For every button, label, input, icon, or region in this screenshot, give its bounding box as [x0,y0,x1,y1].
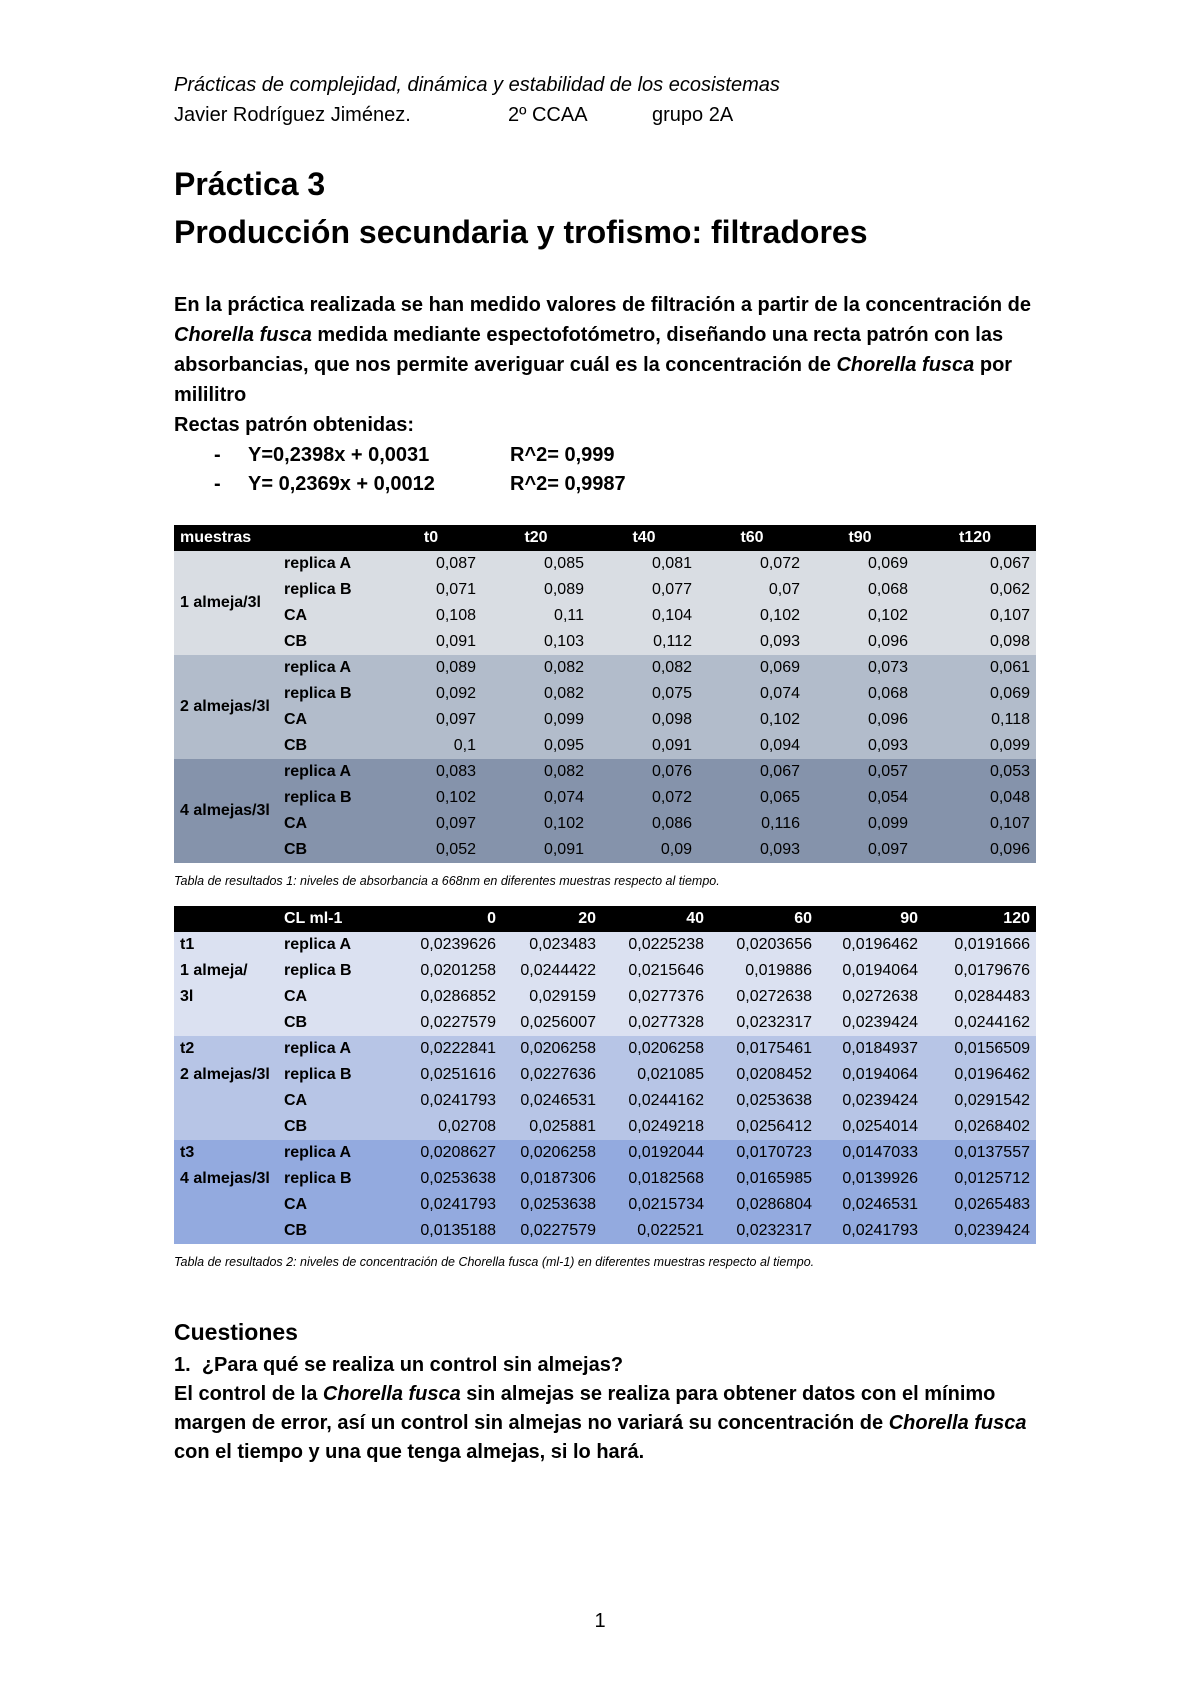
value-cell: 0,0272638 [736,988,812,1005]
header-cell: t20 [482,525,590,551]
row-label: CB [284,737,308,754]
table-row [174,681,1036,707]
header-cell [174,906,278,932]
group-label: t3 [180,1144,195,1161]
table-row [174,932,1036,958]
value-cell: 0,0206258 [520,1040,596,1057]
table-row [174,577,1036,603]
course-label: 2º CCAA [508,104,588,126]
table-row [174,1140,1036,1166]
value-cell: 0,082 [651,659,692,676]
value-cell: 0,089 [435,659,476,676]
group-label: 4 almejas/3l [180,802,270,819]
value-cell: 0,092 [435,685,476,702]
value-cell: 0,081 [651,555,692,572]
row-label: replica B [284,1066,352,1083]
value-cell: 0,0251616 [420,1066,496,1083]
table-row [174,1114,1036,1140]
row-label: CA [284,1092,308,1109]
value-cell: 0,057 [867,763,908,780]
value-cell: 0,0239424 [842,1014,918,1031]
value-cell: 0,0191666 [954,936,1030,953]
table-row [174,1166,1036,1192]
value-cell: 0,0246531 [520,1092,596,1109]
value-cell: 0,061 [989,659,1030,676]
group-label [174,1088,278,1114]
value-cell: 0,0253638 [736,1092,812,1109]
value-cell: 0,0184937 [842,1040,918,1057]
value-cell: 0,0156509 [954,1040,1030,1057]
value-cell: 0,099 [867,815,908,832]
value-cell: 0,0256007 [520,1014,596,1031]
value-cell: 0,099 [989,737,1030,754]
value-cell: 0,096 [867,633,908,650]
table-row [174,551,1036,577]
author-name: Javier Rodríguez Jiménez. [174,104,411,126]
equation-1: - Y=0,2398x + 0,0031 R^2= 0,999 [214,444,615,466]
value-cell: 0,085 [543,555,584,572]
value-cell: 0,0272638 [842,988,918,1005]
group-label [174,1218,278,1244]
value-cell: 0,0196462 [842,936,918,953]
value-cell: 0,0137557 [954,1144,1030,1161]
value-cell: 0,0175461 [736,1040,812,1057]
value-cell: 0,069 [989,685,1030,702]
value-cell: 0,07 [768,581,800,598]
value-cell: 0,067 [989,555,1030,572]
table-row [174,785,1036,811]
group-label [174,1192,278,1218]
intro-paragraph: En la práctica realizada se han medido valores de filtración a partir de la concentración de Chorella fusca medida mediante espectofotómetro, diseñando una recta patrón con las absorbancias, que nos permite averiguar cuál es la concentración de Chorella fusca por mililitro [174,294,1031,406]
header-cell: t0 [380,525,482,551]
value-cell: 0,097 [867,841,908,858]
header-cell: 90 [818,906,924,932]
value-cell: 0,104 [651,607,692,624]
value-cell: 0,107 [989,815,1030,832]
header-cell: t40 [590,525,698,551]
value-cell: 0,089 [543,581,584,598]
value-cell: 0,025881 [529,1118,596,1135]
value-cell: 0,11 [554,607,584,624]
value-cell: 0,072 [651,789,692,806]
row-label: CB [284,841,308,858]
value-cell: 0,09 [660,841,692,858]
value-cell: 0,0277376 [628,988,704,1005]
value-cell: 0,068 [867,581,908,598]
table-row [174,1218,1036,1244]
value-cell: 0,0179676 [954,962,1030,979]
row-label: CB [284,1222,308,1239]
value-cell: 0,021085 [637,1066,704,1083]
value-cell: 0,071 [435,581,476,598]
row-label: CA [284,815,308,832]
value-cell: 0,096 [867,711,908,728]
value-cell: 0,074 [543,789,584,806]
value-cell: 0,022521 [637,1222,704,1239]
table-row [174,629,1036,655]
value-cell: 0,099 [543,711,584,728]
value-cell: 0,0241793 [420,1196,496,1213]
row-label: replica B [284,789,352,806]
table1-caption: Tabla de resultados 1: niveles de absorbancia a 668nm en diferentes muestras respecto al tiempo. [174,874,720,888]
value-cell: 0,0286804 [736,1196,812,1213]
value-cell: 0,0203656 [736,936,812,953]
table-row [174,707,1036,733]
value-cell: 0,048 [989,789,1030,806]
value-cell: 0,102 [867,607,908,624]
value-cell: 0,019886 [745,962,812,979]
value-cell: 0,094 [759,737,800,754]
value-cell: 0,095 [543,737,584,754]
value-cell: 0,0254014 [842,1118,918,1135]
value-cell: 0,065 [759,789,800,806]
value-cell: 0,093 [759,633,800,650]
table2-caption: Tabla de resultados 2: niveles de concentración de Chorella fusca (ml-1) en diferentes muestras respecto al tiempo. [174,1255,815,1269]
row-label: replica A [284,1144,351,1161]
group-label [174,1010,278,1036]
header-cell: muestras [174,525,278,551]
table-row [174,1088,1036,1114]
group-label: grupo 2A [652,104,734,126]
group-label: t2 [180,1040,195,1057]
value-cell: 0,107 [989,607,1030,624]
concentration-table [174,906,1036,1244]
value-cell: 0,0139926 [842,1170,918,1187]
value-cell: 0,073 [867,659,908,676]
value-cell: 0,0256412 [736,1118,812,1135]
row-label: replica B [284,685,352,702]
value-cell: 0,0147033 [842,1144,918,1161]
value-cell: 0,0249218 [628,1118,704,1135]
value-cell: 0,0194064 [842,962,918,979]
value-cell: 0,091 [435,633,476,650]
value-cell: 0,118 [991,711,1030,728]
group-label: 1 almeja/3l [180,594,261,611]
table-row [174,733,1036,759]
value-cell: 0,0291542 [954,1092,1030,1109]
row-label: replica A [284,659,351,676]
value-cell: 0,02708 [438,1118,496,1135]
group-label: 2 almejas/3l [180,698,270,715]
table-row [174,984,1036,1010]
header-cell: 0 [390,906,502,932]
value-cell: 0,0239424 [954,1222,1030,1239]
table-row [174,655,1036,681]
row-label: CA [284,988,308,1005]
value-cell: 0,0265483 [954,1196,1030,1213]
value-cell: 0,0239626 [420,936,496,953]
value-cell: 0,097 [435,711,476,728]
header-cell: 20 [502,906,602,932]
value-cell: 0,103 [543,633,584,650]
value-cell: 0,0232317 [736,1014,812,1031]
header-cell: 60 [710,906,818,932]
group-label: 4 almejas/3l [180,1170,270,1187]
value-cell: 0,0192044 [628,1144,704,1161]
value-cell: 0,062 [989,581,1030,598]
value-cell: 0,053 [989,763,1030,780]
header-cell: t90 [806,525,914,551]
value-cell: 0,0125712 [954,1170,1030,1187]
value-cell: 0,0246531 [842,1196,918,1213]
value-cell: 0,093 [867,737,908,754]
rectas-label: Rectas patrón obtenidas: [174,414,415,436]
value-cell: 0,0208627 [420,1144,496,1161]
table-row [174,759,1036,785]
row-label: replica A [284,555,351,572]
value-cell: 0,096 [989,841,1030,858]
value-cell: 0,0244422 [520,962,596,979]
questions-heading: Cuestiones [174,1319,298,1345]
value-cell: 0,076 [651,763,692,780]
value-cell: 0,0239424 [842,1092,918,1109]
value-cell: 0,0194064 [842,1066,918,1083]
question-1: 1. ¿Para qué se realiza un control sin almejas? [174,1354,624,1376]
value-cell: 0,0227636 [520,1066,596,1083]
value-cell: 0,0165985 [736,1170,812,1187]
table1-header [174,525,1036,551]
value-cell: 0,0227579 [420,1014,496,1031]
practice-number: Práctica 3 [174,166,326,202]
row-label: CA [284,711,308,728]
table-row [174,1062,1036,1088]
value-cell: 0,067 [759,763,800,780]
header-cell: 120 [924,906,1036,932]
value-cell: 0,074 [759,685,800,702]
questions-section [174,1318,1054,1467]
equation-2: - Y= 0,2369x + 0,0012 R^2= 0,9987 [214,473,626,495]
value-cell: 0,0286852 [420,988,496,1005]
value-cell: 0,112 [653,633,692,650]
page-number: 1 [594,1610,606,1632]
value-cell: 0,0232317 [736,1222,812,1239]
value-cell: 0,093 [759,841,800,858]
value-cell: 0,0227579 [520,1222,596,1239]
value-cell: 0,0206258 [628,1040,704,1057]
value-cell: 0,097 [435,815,476,832]
row-label: CA [284,607,308,624]
table-row [174,1010,1036,1036]
value-cell: 0,091 [543,841,584,858]
value-cell: 0,0268402 [954,1118,1030,1135]
value-cell: 0,087 [435,555,476,572]
intro-section [174,290,1054,498]
value-cell: 0,054 [867,789,908,806]
value-cell: 0,102 [543,815,584,832]
value-cell: 0,083 [435,763,476,780]
value-cell: 0,102 [759,711,800,728]
value-cell: 0,023483 [529,936,596,953]
header-cell: t120 [914,525,1036,551]
value-cell: 0,029159 [529,988,596,1005]
table-row [174,1036,1036,1062]
group-label [174,1114,278,1140]
header-cell: CL ml-1 [278,906,390,932]
value-cell: 0,0241793 [420,1092,496,1109]
table-row [174,837,1036,863]
value-cell: 0,072 [759,555,800,572]
row-label: replica B [284,1170,352,1187]
group-label: 1 almeja/ [180,962,248,979]
value-cell: 0,0206258 [520,1144,596,1161]
value-cell: 0,0215734 [628,1196,704,1213]
value-cell: 0,0170723 [736,1144,812,1161]
value-cell: 0,0241793 [842,1222,918,1239]
practice-title: Producción secundaria y trofismo: filtradores [174,214,868,250]
value-cell: 0,069 [867,555,908,572]
value-cell: 0,082 [543,685,584,702]
row-label: CB [284,1014,308,1031]
value-cell: 0,098 [989,633,1030,650]
value-cell: 0,077 [651,581,692,598]
value-cell: 0,0135188 [420,1222,496,1239]
value-cell: 0,075 [651,685,692,702]
table-row [174,1192,1036,1218]
value-cell: 0,1 [453,737,476,754]
value-cell: 0,0201258 [420,962,496,979]
value-cell: 0,0225238 [628,936,704,953]
value-cell: 0,102 [435,789,476,806]
value-cell: 0,0187306 [520,1170,596,1187]
row-label: replica A [284,936,351,953]
row-label: CB [284,1118,308,1135]
value-cell: 0,108 [435,607,476,624]
value-cell: 0,091 [651,737,692,754]
value-cell: 0,0284483 [954,988,1030,1005]
group-label: 3l [180,988,194,1005]
value-cell: 0,0215646 [628,962,704,979]
value-cell: 0,0253638 [520,1196,596,1213]
table-row [174,603,1036,629]
header-cell: 40 [602,906,710,932]
value-cell: 0,098 [651,711,692,728]
header-cell: t60 [698,525,806,551]
value-cell: 0,102 [759,607,800,624]
course-subtitle: Prácticas de complejidad, dinámica y estabilidad de los ecosistemas [174,74,780,96]
value-cell: 0,0244162 [628,1092,704,1109]
absorbance-table [174,525,1036,863]
row-label: CA [284,1196,308,1213]
value-cell: 0,0196462 [954,1066,1030,1083]
value-cell: 0,0222841 [420,1040,496,1057]
value-cell: 0,082 [543,763,584,780]
value-cell: 0,0277328 [628,1014,704,1031]
value-cell: 0,0253638 [420,1170,496,1187]
row-label: replica A [284,1040,351,1057]
table-row [174,958,1036,984]
value-cell: 0,082 [543,659,584,676]
row-label: replica B [284,962,352,979]
value-cell: 0,069 [759,659,800,676]
row-label: replica B [284,581,352,598]
value-cell: 0,068 [867,685,908,702]
group-label: t1 [180,936,195,953]
table2-header [174,906,1036,932]
value-cell: 0,052 [435,841,476,858]
value-cell: 0,0182568 [628,1170,704,1187]
value-cell: 0,0244162 [954,1014,1030,1031]
value-cell: 0,116 [761,815,800,832]
row-label: CB [284,633,308,650]
table-row [174,811,1036,837]
row-label: replica A [284,763,351,780]
value-cell: 0,086 [651,815,692,832]
value-cell: 0,0208452 [736,1066,812,1083]
answer-1: El control de la Chorella fusca sin almejas se realiza para obtener datos con el mínimo margen de error, así un control sin almejas no variará su concentración de Chorella fusca con el tiempo y una que tenga almejas, si lo hará. [174,1383,1027,1463]
group-label: 2 almejas/3l [180,1066,270,1083]
